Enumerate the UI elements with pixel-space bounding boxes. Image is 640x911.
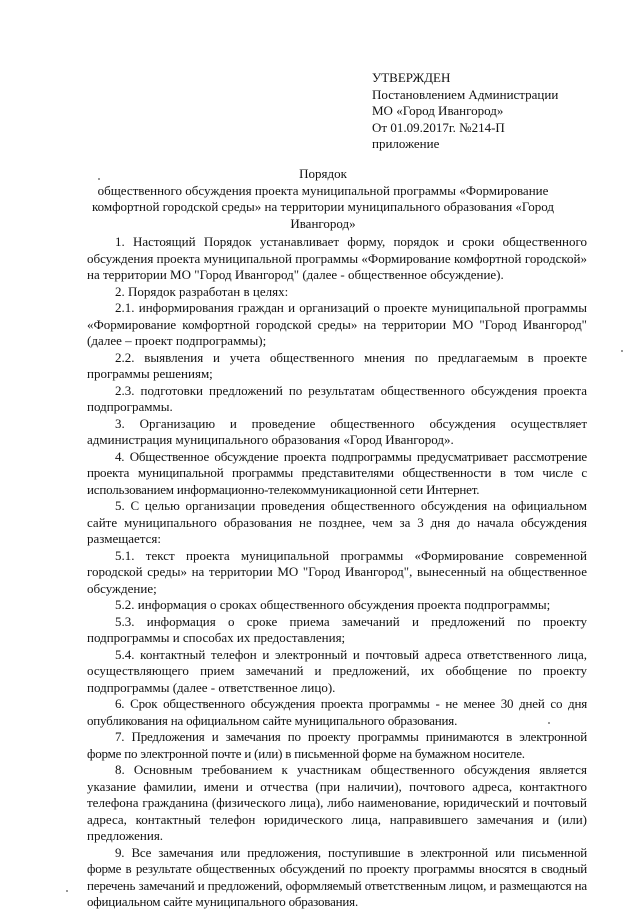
paragraph-7: 7. Предложения и замечания по проекту программы принимаются в электронной форме по электронной почте и (или) в письменной форме на бумажном носителе. xyxy=(87,729,587,761)
document-title: Порядок xyxy=(299,166,347,181)
document-body xyxy=(87,234,587,911)
paragraph-2-1: 2.1. информирования граждан и организаций о проекте муниципальной программы «Формирование комфортной городской среды» на территории МО "Город Ивангород" (далее – проект подпрограммы); xyxy=(87,300,587,348)
approval-attachment-label: приложение xyxy=(372,136,440,151)
paragraph-8: 8. Основным требованием к участникам общественного обсуждения является указание фамилии, имени и отчества (при наличии), почтового адреса, контактного телефона гражданина (физического лица), либо наименование, юридический и почтовый адреса, контактный телефон юридического лица, направившего замечания и (или) предложения. xyxy=(87,762,587,843)
paragraph-5: 5. С целью организации проведения общественного обсуждения на официальном сайте муниципального образования не позднее, чем за 3 дня до начала обсуждения размещается: xyxy=(87,498,587,546)
paragraph-6: 6. Срок общественного обсуждения проекта программы - не менее 30 дней со дня опубликования на официальном сайте муниципального образования. xyxy=(87,696,587,728)
paragraph-2: 2. Порядок разработан в целях: xyxy=(115,283,289,299)
document-subtitle: общественного обсуждения проекта муниципальной программы «Формирование комфортной городской среды» на территории муниципального образования «Город Ивангород» xyxy=(91,182,555,231)
paragraph-5-3: 5.3. информация о сроке приема замечаний и предложений по проекту подпрограммы и способах их предоставления; xyxy=(87,613,587,645)
paragraph-5-2: 5.2. информация о сроках общественного обсуждения проекта подпрограммы; xyxy=(115,597,551,612)
paragraph-2-3: 2.3. подготовки предложений по результатам общественного обсуждения проекта подпрограммы. xyxy=(87,382,587,414)
paragraph-3: 3. Организацию и проведение общественного обсуждения осуществляет администрация муниципального образования «Город Ивангород». xyxy=(87,415,587,447)
scan-speck xyxy=(66,890,68,892)
paragraph-4: 4. Общественное обсуждение проекта подпрограммы предусматривает рассмотрение проекта муниципальной программы представителями общественности в том числе с использованием информационно-телекоммуникационной сети Интернет. xyxy=(87,448,587,497)
scan-speck xyxy=(548,722,550,724)
approval-municipality: МО «Город Ивангород» xyxy=(372,103,504,118)
approval-date-number: От 01.09.2017г. №214-П xyxy=(372,119,505,135)
paragraph-9: 9. Все замечания или предложения, поступившие в электронной или письменной форме в результате общественных обсуждений по проекту программы вносятся в сводный перечень замечаний и предложений, оформляемый ответственным лицом, и размещаются на официальном сайте муниципального образования. xyxy=(87,844,587,909)
approval-heading: УТВЕРЖДЕН xyxy=(372,70,451,85)
approval-authority: Постановлением Администрации xyxy=(372,86,559,102)
paragraph-5-1: 5.1. текст проекта муниципальной программы «Формирование современной городской среды» на территории МО "Город Ивангород", вынесенный на общественное обсуждение; xyxy=(87,547,587,596)
paragraph-1: 1. Настоящий Порядок устанавливает форму, порядок и сроки общественного обсуждения проекта муниципальной программы «Формирование комфортной городской» на территории МО "Город Ивангород" (далее - общественное обсуждение). xyxy=(87,234,587,282)
document-title-block xyxy=(80,166,566,232)
scan-speck xyxy=(621,350,623,352)
paragraph-2-2: 2.2. выявления и учета общественного мнения по предлагаемым в проекте программы решениям; xyxy=(87,349,587,381)
approval-stamp xyxy=(372,70,622,153)
scan-speck xyxy=(98,178,100,180)
paragraph-5-4: 5.4. контактный телефон и электронный и почтовый адреса ответственного лица, осуществляющего прием замечаний и предложений, их обобщение по проекту подпрограммы (далее - ответственное лицо). xyxy=(87,646,587,695)
